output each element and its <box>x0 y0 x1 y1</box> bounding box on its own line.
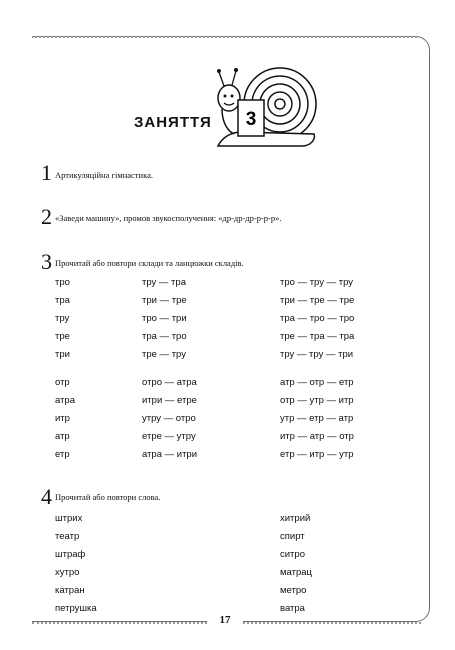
task-text: Прочитай або повтори слова. <box>55 492 161 502</box>
syllable-item: тру <box>55 313 70 324</box>
top-dotted-rule <box>32 36 417 38</box>
word-item: спирт <box>280 531 305 542</box>
syllables-block1-col3 <box>280 274 354 364</box>
task-text: «Заведи машину», промов звукосполучення: «др-др-др-р-р-р». <box>55 213 282 223</box>
word-item: штраф <box>55 549 86 560</box>
task-number: 3 <box>41 249 52 274</box>
syllables-block2-col3 <box>280 374 354 464</box>
lesson-number: 3 <box>245 109 257 130</box>
syllable-chain: атра — итри <box>142 449 198 460</box>
syllable-chain: атр — отр — етр <box>280 377 354 388</box>
syllable-chain: утр — етр — атр <box>280 413 354 424</box>
syllable-chain: отро — атра <box>142 377 197 388</box>
syllable-chain: тре — тра — тра <box>280 331 355 342</box>
task-number: 1 <box>41 160 52 185</box>
word-item: катран <box>55 585 85 596</box>
bottom-dotted-rule-left <box>32 622 207 624</box>
word-item: метро <box>280 585 307 596</box>
syllables-block2-col2 <box>142 374 197 464</box>
syllable-item: атр <box>55 431 70 442</box>
word-item: хутро <box>55 567 80 578</box>
word-item: матрац <box>280 567 312 578</box>
syllable-chain: три — тре <box>142 295 187 306</box>
syllable-chain: итр — атр — отр <box>280 431 354 442</box>
syllable-item: етр <box>55 449 70 460</box>
syllable-item: отр <box>55 377 70 388</box>
page-number: 17 <box>207 614 243 626</box>
syllable-chain: тре — тру <box>142 349 186 360</box>
words-col2 <box>280 510 312 618</box>
syllable-chain: тра — тро — тро <box>280 313 355 324</box>
syllable-chain: утру — отро <box>142 413 196 424</box>
syllable-chain: тру — тра <box>142 277 186 288</box>
syllable-chain: тру — тру — три <box>280 349 354 360</box>
syllables-block1-col2 <box>142 274 187 364</box>
task-number: 2 <box>41 204 52 229</box>
syllable-item: тро <box>55 277 70 288</box>
snail-illustration <box>212 60 320 152</box>
syllable-chain: отр — утр — итр <box>280 395 354 406</box>
syllable-item: итр <box>55 413 70 424</box>
word-item: петрушка <box>55 603 97 614</box>
task-text: Прочитай або повтори склади та ланцюжки складів. <box>55 258 244 268</box>
syllable-chain: три — тре — тре <box>280 295 355 306</box>
syllable-item: тре <box>55 331 70 342</box>
syllable-item: тра <box>55 295 70 306</box>
lesson-title: ЗАНЯТТЯ <box>134 114 212 131</box>
word-item: театр <box>55 531 80 542</box>
syllable-chain: етре — утру <box>142 431 196 442</box>
word-item: ситро <box>280 549 305 560</box>
task-number: 4 <box>41 484 52 509</box>
task-text: Артикуляційна гімнастика. <box>55 170 153 180</box>
syllable-chain: тра — тро <box>142 331 187 342</box>
word-item: штрих <box>55 513 83 524</box>
word-item: ватра <box>280 603 305 614</box>
syllable-item: атра <box>55 395 75 406</box>
syllable-item: три <box>55 349 70 360</box>
word-item: хитрий <box>280 513 311 524</box>
syllable-chain: тро — три <box>142 313 187 324</box>
syllables-block2-col1 <box>55 374 75 464</box>
syllable-chain: етр — итр — утр <box>280 449 354 460</box>
syllable-chain: итри — етре <box>142 395 197 406</box>
bottom-dotted-rule-right <box>243 622 421 624</box>
syllable-chain: тро — тру — тру <box>280 277 354 288</box>
words-col1 <box>55 510 97 618</box>
syllables-block1-col1 <box>55 274 70 364</box>
